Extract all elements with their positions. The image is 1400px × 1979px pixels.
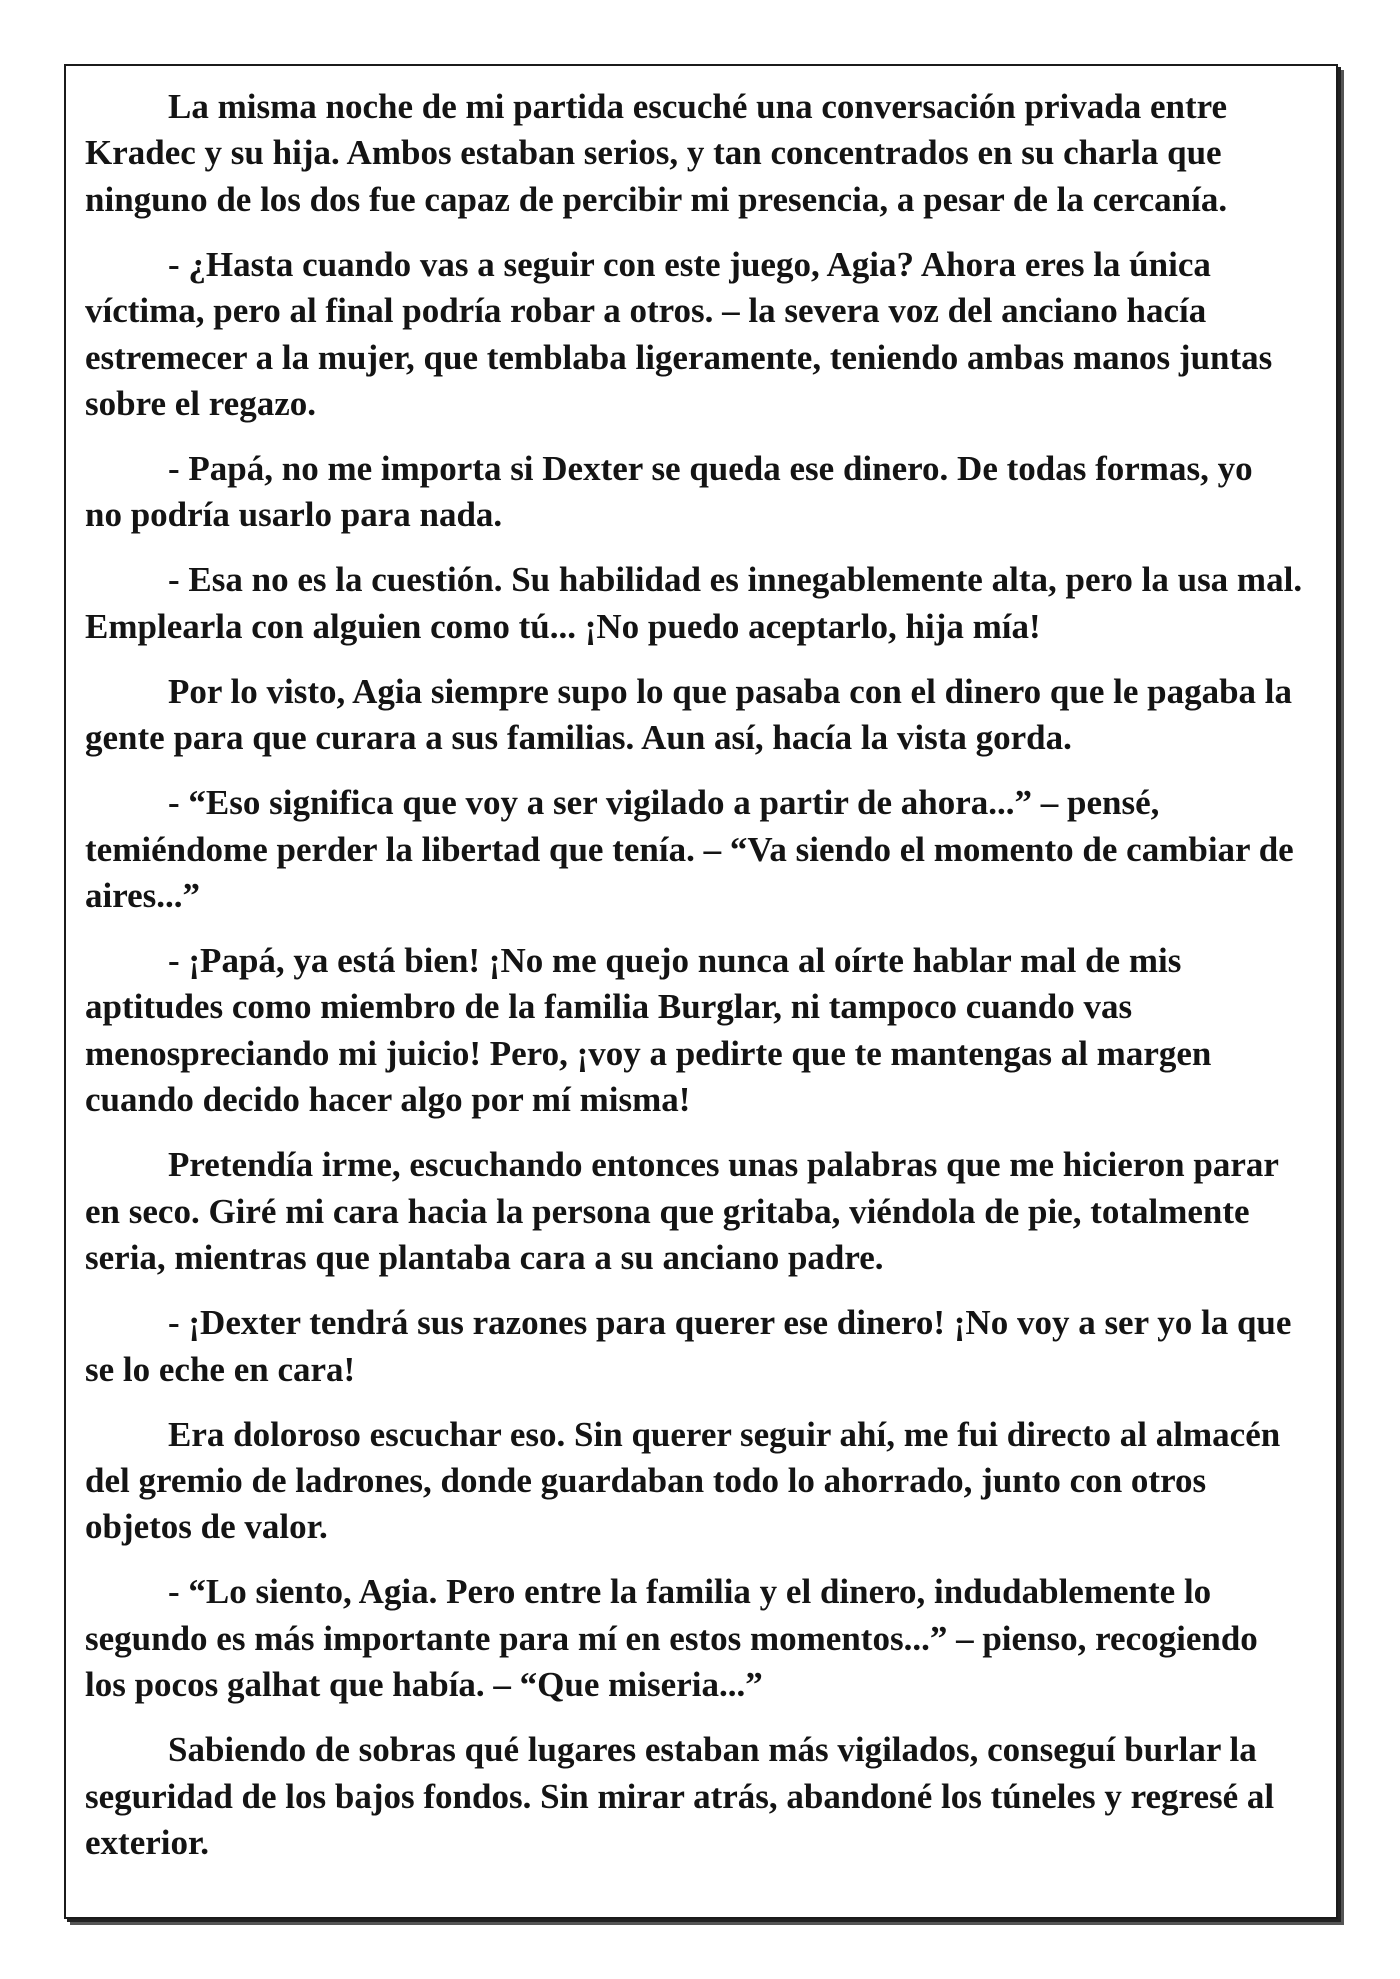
paragraph bbox=[85, 1142, 1316, 1281]
paragraph bbox=[85, 84, 1316, 223]
paragraph bbox=[85, 1569, 1316, 1708]
text-line: sobre el regazo. bbox=[85, 384, 317, 424]
text-line: aires...” bbox=[85, 876, 201, 916]
text-line: - ¿Hasta cuando vas a seguir con este juego, Agia? Ahora eres la única bbox=[168, 244, 1211, 284]
paragraph bbox=[85, 669, 1316, 762]
text-line: aptitudes como miembro de la familia Burglar, ni tampoco cuando vas bbox=[85, 987, 1133, 1027]
text-line: en seco. Giré mi cara hacia la persona que gritaba, viéndola de pie, totalmente bbox=[85, 1191, 1250, 1231]
text-line: exterior. bbox=[85, 1822, 210, 1862]
text-line: La misma noche de mi partida escuché una conversación privada entre bbox=[168, 87, 1228, 126]
text-line: - “Eso significa que voy a ser vigilado a partir de ahora...” – pensé, bbox=[168, 783, 1160, 823]
paragraph bbox=[85, 557, 1316, 650]
text-frame bbox=[64, 64, 1338, 1919]
text-line: - ¡Papá, ya está bien! ¡No me quejo nunca al oírte hablar mal de mis bbox=[168, 941, 1182, 981]
paragraph bbox=[85, 242, 1316, 428]
paragraph bbox=[85, 780, 1316, 919]
text-line: segundo es más importante para mí en estos momentos...” – pienso, recogiendo bbox=[85, 1618, 1258, 1658]
text-line: Kradec y su hija. Ambos estaban serios, y tan concentrados en su charla que bbox=[85, 133, 1222, 173]
text-line: víctima, pero al final podría robar a otros. – la severa voz del anciano hacía bbox=[85, 291, 1207, 331]
paragraph bbox=[85, 446, 1316, 539]
paragraph bbox=[85, 1300, 1316, 1393]
text-line: seria, mientras que plantaba cara a su anciano padre. bbox=[85, 1238, 884, 1278]
text-line: cuando decido hacer algo por mí misma! bbox=[85, 1080, 691, 1120]
text-line: ninguno de los dos fue capaz de percibir mi presencia, a pesar de la cercanía. bbox=[85, 179, 1228, 219]
text-line: no podría usarlo para nada. bbox=[85, 495, 503, 535]
text-line: se lo eche en cara! bbox=[85, 1349, 356, 1389]
text-line: - “Lo siento, Agia. Pero entre la familia y el dinero, indudablemente lo bbox=[168, 1572, 1212, 1612]
text-line: del gremio de ladrones, donde guardaban todo lo ahorrado, junto con otros bbox=[85, 1460, 1207, 1500]
paragraph bbox=[85, 938, 1316, 1124]
text-line: los pocos galhat que había. – “Que miseria...” bbox=[85, 1665, 763, 1705]
text-line: Sabiendo de sobras qué lugares estaban más vigilados, conseguí burlar la bbox=[168, 1730, 1257, 1770]
text-line: objetos de valor. bbox=[85, 1507, 328, 1547]
text-line: Por lo visto, Agia siempre supo lo que pasaba con el dinero que le pagaba la bbox=[168, 671, 1293, 711]
paragraph bbox=[85, 1727, 1316, 1866]
text-line: seguridad de los bajos fondos. Sin mirar atrás, abandoné los túneles y regresé al bbox=[85, 1776, 1275, 1816]
text-line: - Papá, no me importa si Dexter se queda ese dinero. De todas formas, yo bbox=[168, 449, 1253, 489]
text-line: - Esa no es la cuestión. Su habilidad es innegablemente alta, pero la usa mal. bbox=[168, 560, 1303, 600]
text-line: Era doloroso escuchar eso. Sin querer seguir ahí, me fui directo al almacén bbox=[168, 1414, 1281, 1454]
text-line: - ¡Dexter tendrá sus razones para querer ese dinero! ¡No voy a ser yo la que bbox=[168, 1303, 1292, 1343]
text-line: gente para que curara a sus familias. Aun así, hacía la vista gorda. bbox=[85, 718, 1072, 758]
text-line: menospreciando mi juicio! Pero, ¡voy a pedirte que te mantengas al margen bbox=[85, 1033, 1212, 1073]
text-line: estremecer a la mujer, que temblaba ligeramente, teniendo ambas manos juntas bbox=[85, 337, 1273, 377]
text-line: temiéndome perder la libertad que tenía. – “Va siendo el momento de cambiar de bbox=[85, 829, 1294, 869]
paragraph bbox=[85, 1412, 1316, 1551]
text-line: Pretendía irme, escuchando entonces unas palabras que me hicieron parar bbox=[168, 1145, 1279, 1185]
text-line: Emplearla con alguien como tú... ¡No puedo aceptarlo, hija mía! bbox=[85, 606, 1041, 646]
